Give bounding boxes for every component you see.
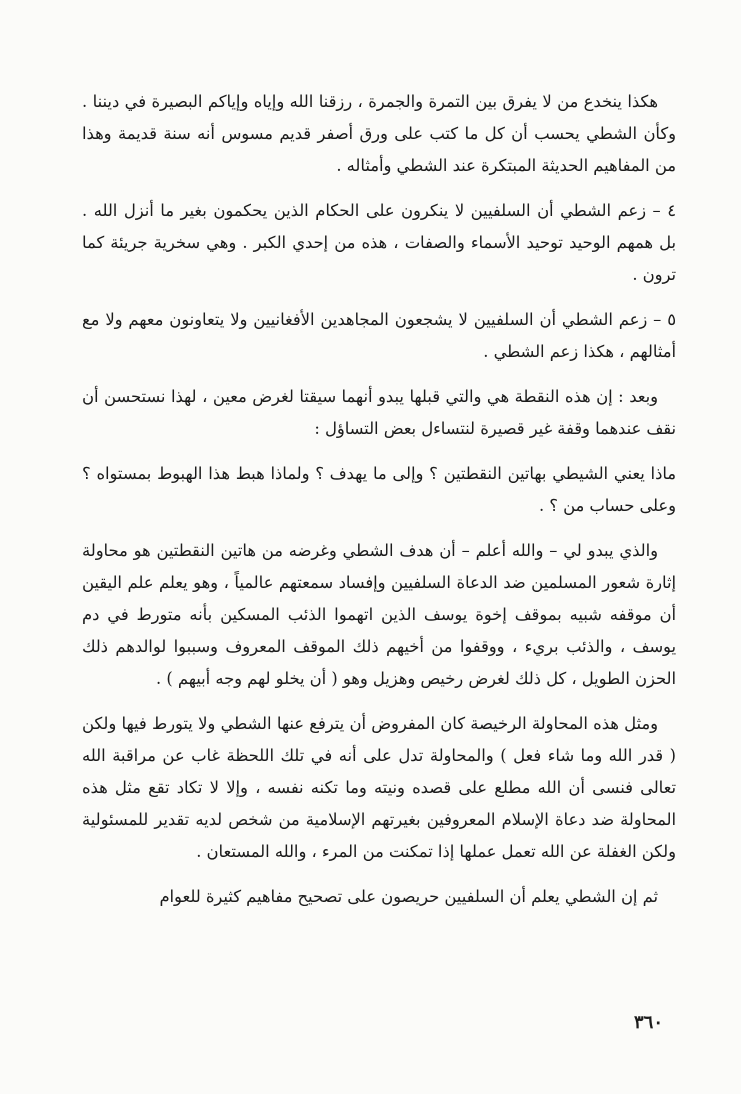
paragraph-after: وبعد : إن هذه النقطة هي والتي قبلها يبدو أنهما سيقتا لغرض معين ، لهذا نستحسن أن نقف عندهما وقفة غير قصيرة لنتساءل بعض التساؤل : [82,387,676,438]
paragraph-1: هكذا ينخدع من لا يفرق بين التمرة والجمرة ، رزقنا الله وإياه وإياكم البصيرة في ديننا . وكأن الشطي يحسب أن كل ما كتب على ورق أصفر قديم مسوس أنه سنة قديمة وهذا من المفاهيم الحديثة المبتكرة عند الشطي وأمثاله . [82,92,676,175]
paragraph-attempt: ومثل هذه المحاولة الرخيصة كان المفروض أن يترفع عنها الشطي ولا يتورط فيها ولكن ( قدر الله وما شاء فعل ) والمحاولة تدل على أنه في تلك اللحظة غاب عن مراقبة الله تعالى فنسى أن الله مطلع على قصده ونيته وما تكنه نفسه ، وإلا لا تكاد تقع مثل هذه المحاولة ضد دعاة الإسلام المعروفين بغيرتهم الإسلامية من شخص لديه تقدير للمسئولية ولكن الغفلة عن الله تعمل عملها إذا تمكنت من المرء ، والله المستعان . [82,714,676,861]
paragraph-explanation: والذي يبدو لي – والله أعلم – أن هدف الشطي وغرضه من هاتين النقطتين هو محاولة إثارة شعور المسلمين ضد الدعاة السلفيين وإفساد سمعتهم عالمياً ، وهو يعلم علم اليقين أن موقفه شبيه بموقف إخوة يوسف الذين اتهموا الذئب المسكين بأنه متورط في دم يوسف ، والذئب بريء ، ووقفوا من أخيهم ذلك الموقف المعروف وسببوا لوالدهم ذلك الحزن الطويل ، كل ذلك لغرض رخيص وهزيل وهو ( أن يخلو لهم وجه أبيهم ) . [82,541,676,688]
paragraph-questions: ماذا يعني الشيطي بهاتين النقطتين ؟ وإلى ما يهدف ؟ ولماذا هبط هذا الهبوط بمستواه ؟ وعلى حساب من ؟ . [82,464,676,515]
paragraph-final: ثم إن الشطي يعلم أن السلفيين حريصون على تصحيح مفاهيم كثيرة للعوام [159,887,658,906]
page-body [82,86,676,926]
page-number: ٣٦٠ [633,1012,663,1033]
paragraph-point-4: ٤ – زعم الشطي أن السلفيين لا ينكرون على الحكام الذين يحكمون بغير ما أنزل الله . بل همهم الوحيد توحيد الأسماء والصفات ، هذه من إحدي الكبر . وهي سخرية جريئة كما ترون . [82,201,676,284]
paragraph-point-5: ٥ – زعم الشطي أن السلفيين لا يشجعون المجاهدين الأفغانيين ولا يتعاونون معهم ولا مع أمثالهم ، هكذا زعم الشطي . [82,310,676,361]
